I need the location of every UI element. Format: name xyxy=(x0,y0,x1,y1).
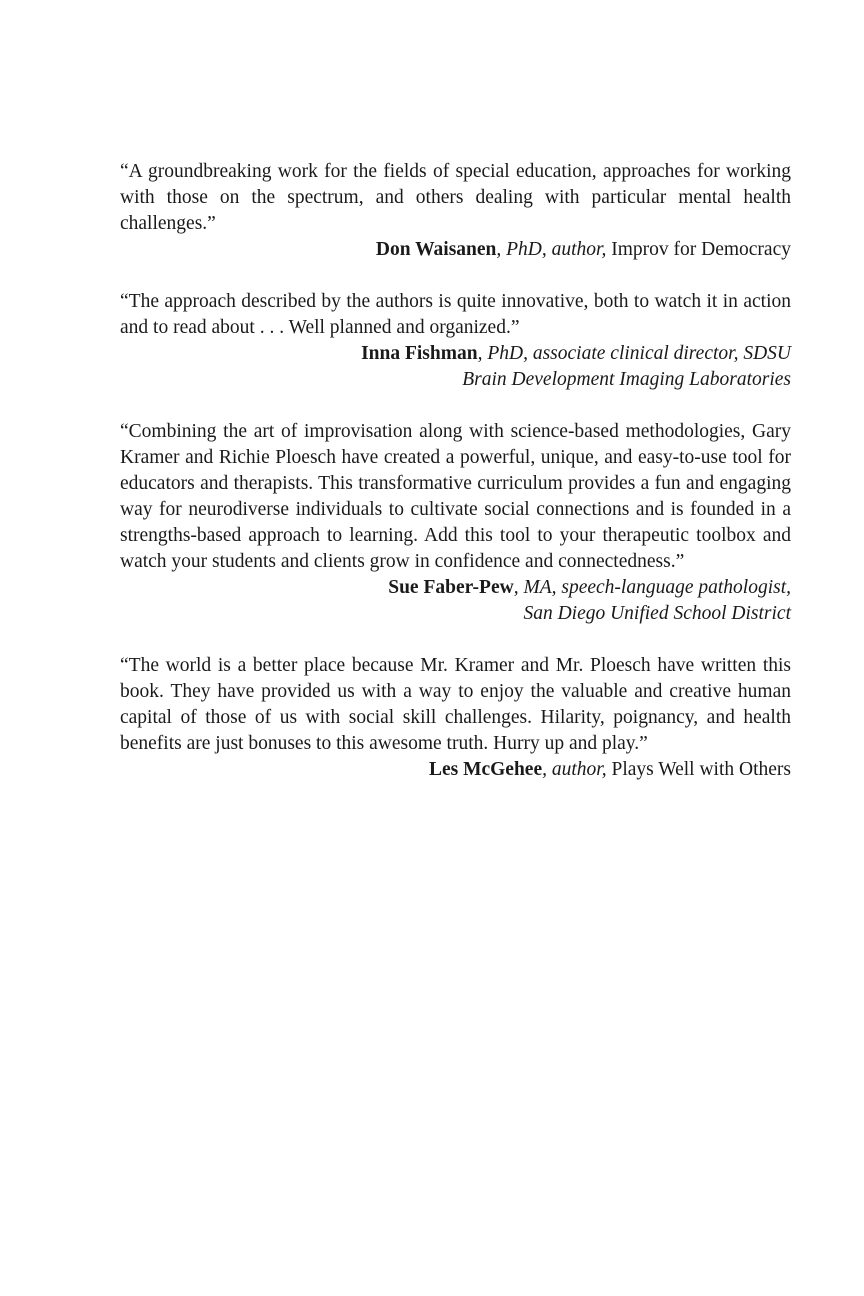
blurb-attribution xyxy=(120,237,791,263)
praise-page xyxy=(120,159,791,809)
endorser-role: , PhD, associate clinical director, SDSU xyxy=(477,343,791,364)
blurb-mcgehee xyxy=(120,653,791,783)
blurb-quote: “Combining the art of improvisation along with science-based methodologies, Gary Kramer and Richie Ploesch have created a powerful, unique, and easy-to-use tool for educators and therapists. This transformative curriculum provides a fun and engaging way for neurodiverse individuals to cultivate social connections and is founded in a strengths-based approach to learning. Add this tool to your therapeutic toolbox and watch your students and clients grow in confidence and connectedness.” xyxy=(120,421,791,572)
endorser-name: Don Waisanen xyxy=(375,239,497,260)
endorser-name: Les McGehee xyxy=(428,759,543,780)
endorser-work: Plays Well with Others xyxy=(611,759,791,780)
blurb-faber-pew xyxy=(120,419,791,627)
endorser-affiliation: San Diego Unified School District xyxy=(523,603,791,624)
endorser-name: Inna Fishman xyxy=(361,343,478,364)
endorser-role: , PhD, author, xyxy=(496,239,612,260)
blurb-fishman xyxy=(120,289,791,393)
blurb-quote: “A groundbreaking work for the fields of special education, approaches for working with those on the spectrum, and others dealing with particular mental health challenges.” xyxy=(120,161,791,234)
endorser-work: Improv for Democracy xyxy=(611,239,791,260)
endorser-role: , author, xyxy=(542,759,612,780)
blurb-attribution xyxy=(120,575,791,627)
blurb-attribution xyxy=(120,757,791,783)
blurb-waisanen xyxy=(120,159,791,263)
blurb-quote: “The approach described by the authors is quite innovative, both to watch it in action and to read about . . . Well planned and organized.” xyxy=(120,291,791,338)
endorser-role: , MA, speech-language pathologist, xyxy=(513,577,791,598)
endorser-affiliation: Brain Development Imaging Laboratories xyxy=(462,369,791,390)
blurb-quote: “The world is a better place because Mr. Kramer and Mr. Ploesch have written this book. They have provided us with a way to enjoy the valuable and creative human capital of those of us with social skill challenges. Hilarity, poignancy, and health benefits are just bonuses to this awesome truth. Hurry up and play.” xyxy=(120,655,791,754)
endorser-name: Sue Faber-Pew xyxy=(388,577,514,598)
blurb-attribution xyxy=(120,341,791,393)
